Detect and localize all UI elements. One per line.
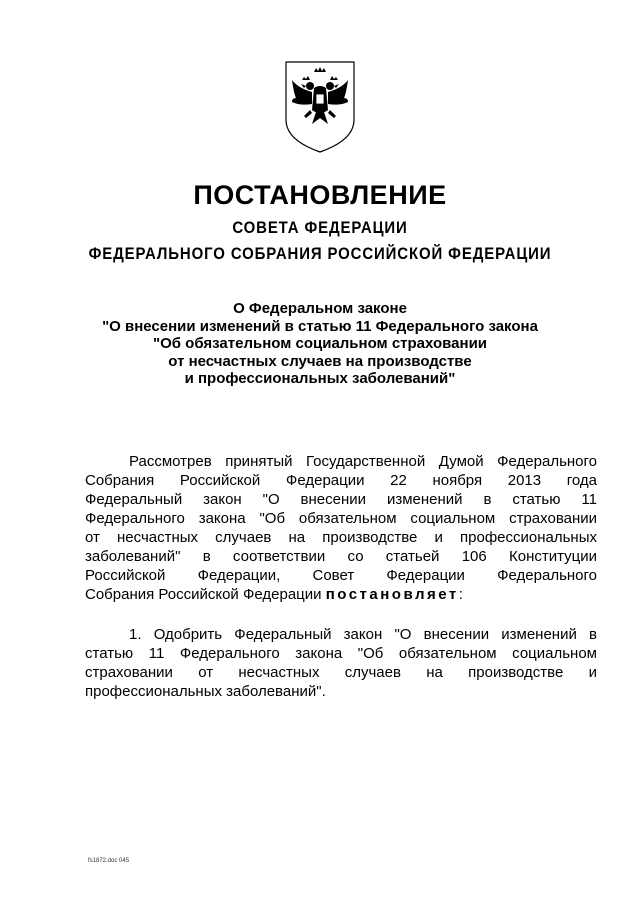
resolution-colon: : [458, 586, 463, 603]
subject-line: от несчастных случаев на производстве [168, 352, 472, 370]
paragraph-line: страховании от несчастных случаев на производстве и [85, 664, 597, 681]
paragraph-line: заболеваний" в соответствии со статьей 106 Конституции [85, 548, 597, 565]
subject-line: "О внесении изменений в статью 11 Федерального закона [102, 317, 538, 335]
paragraph-line: Российской Федерации, Совет Федерации Федерального [85, 567, 597, 584]
document-subtitle-line1: СОВЕТА ФЕДЕРАЦИИ [232, 218, 408, 237]
footer-file-code: fs1872.doc 045 [88, 858, 130, 864]
subject-line: и профессиональных заболеваний" [184, 370, 456, 387]
document-title: ПОСТАНОВЛЕНИЕ [193, 180, 447, 210]
paragraph-last-line [85, 585, 597, 604]
subject-line: О Федеральном законе [233, 300, 407, 317]
russian-coat-of-arms-icon [280, 58, 360, 156]
subject-line: "Об обязательном социальном страховании [152, 335, 488, 352]
paragraph-line: профессиональных заболеваний". [85, 683, 326, 700]
resolution-keyword: постановляет [325, 586, 459, 603]
document-subtitle-line2: ФЕДЕРАЛЬНОГО СОБРАНИЯ РОССИЙСКОЙ ФЕДЕРАЦИИ [88, 244, 552, 263]
paragraph-line: Рассмотрев принятый Государственной Думой Федерального [129, 453, 597, 470]
paragraph-preamble [85, 452, 597, 604]
paragraph-line: Федерального закона "Об обязательном социальном страховании [85, 510, 597, 527]
paragraph-line: Собрания Российской Федерации 22 ноября 2013 года [85, 472, 597, 489]
paragraph-line: 1. Одобрить Федеральный закон "О внесении изменений в [129, 626, 597, 643]
paragraph-line-text: Собрания Российской Федерации [85, 586, 322, 603]
paragraph-line: статью 11 Федерального закона "Об обязательном социальном [85, 645, 597, 662]
paragraph-item-1 [85, 625, 597, 701]
paragraph-line: Федеральный закон "О внесении изменений в статью 11 [85, 491, 597, 508]
document-subject [60, 300, 580, 388]
paragraph-line: от несчастных случаев на производстве и профессиональных [85, 529, 597, 546]
